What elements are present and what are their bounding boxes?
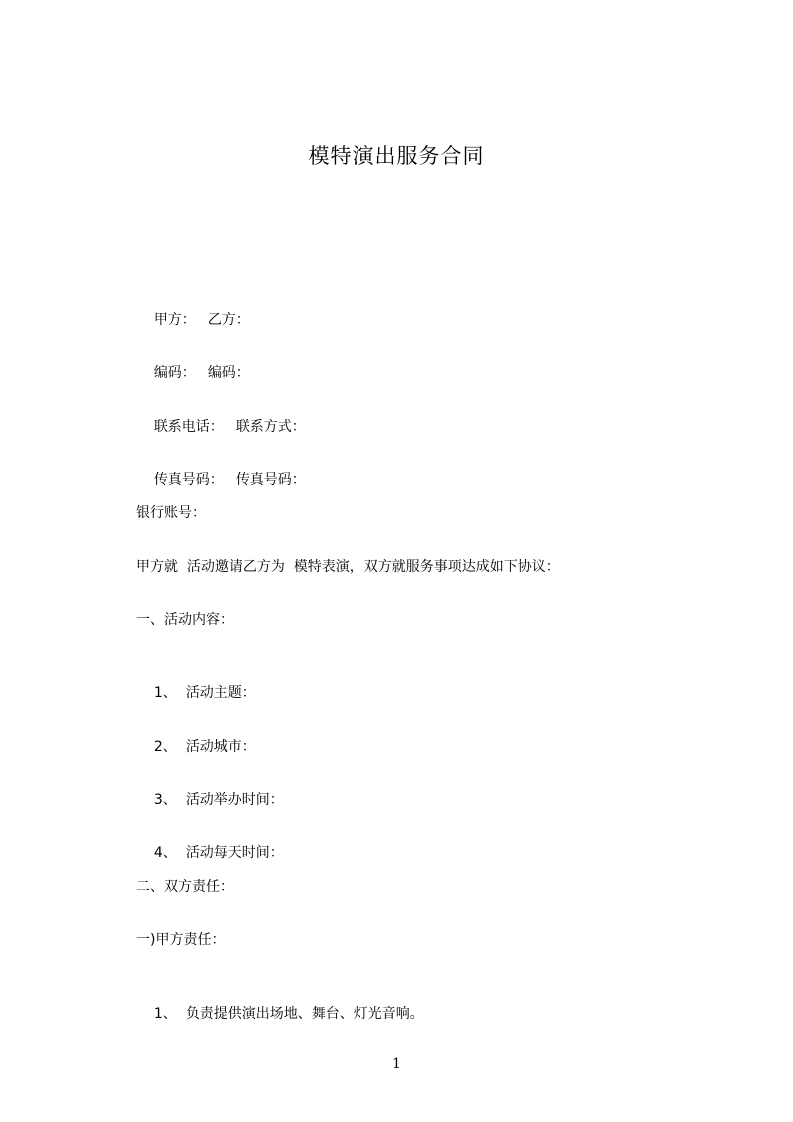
fax-b-label: 传真号码： (235, 472, 306, 488)
list-item-text: 活动主题： (185, 685, 256, 701)
document-title: 模特演出服务合同 (308, 144, 485, 168)
contact-b-label: 联系方式： (235, 419, 306, 435)
list-item-number: 1、 (153, 685, 177, 701)
party-a-label: 甲方： (153, 312, 196, 328)
section-2-heading: 二、双方责任： (136, 879, 234, 895)
party-row (136, 290, 250, 350)
intro-paragraph: 甲方就 活动邀请乙方为 模特表演，双方就服务事项达成如下协议： (136, 559, 560, 575)
section-2-sub-heading: 一)甲方责任： (136, 932, 226, 948)
party-b-label: 乙方： (207, 312, 250, 328)
page-number: 1 (392, 1056, 401, 1072)
list-item (136, 770, 284, 830)
list-item-number: 2、 (153, 739, 177, 755)
list-item-text: 活动城市： (185, 739, 256, 755)
list-item-text: 活动每天时间： (185, 845, 284, 861)
contact-a-label: 联系电话： (153, 419, 224, 435)
list-item (136, 663, 256, 723)
fax-a-label: 传真号码： (153, 472, 224, 488)
list-item-number: 1、 (153, 1006, 177, 1022)
fax-row (136, 450, 306, 510)
list-item-number: 3、 (153, 792, 177, 808)
list-item-text: 活动举办时间： (185, 792, 284, 808)
list-item (136, 717, 256, 777)
list-item (136, 984, 424, 1044)
list-item-text: 负责提供演出场地、舞台、灯光音响。 (185, 1006, 424, 1022)
list-item-number: 4、 (153, 845, 177, 861)
code-a-label: 编码： (153, 365, 196, 381)
list-item (136, 823, 284, 883)
contact-row (136, 397, 306, 457)
bank-account-label: 银行账号： (136, 505, 206, 521)
code-row (136, 343, 250, 403)
code-b-label: 编码： (207, 365, 250, 381)
section-1-heading: 一、活动内容： (136, 612, 234, 628)
